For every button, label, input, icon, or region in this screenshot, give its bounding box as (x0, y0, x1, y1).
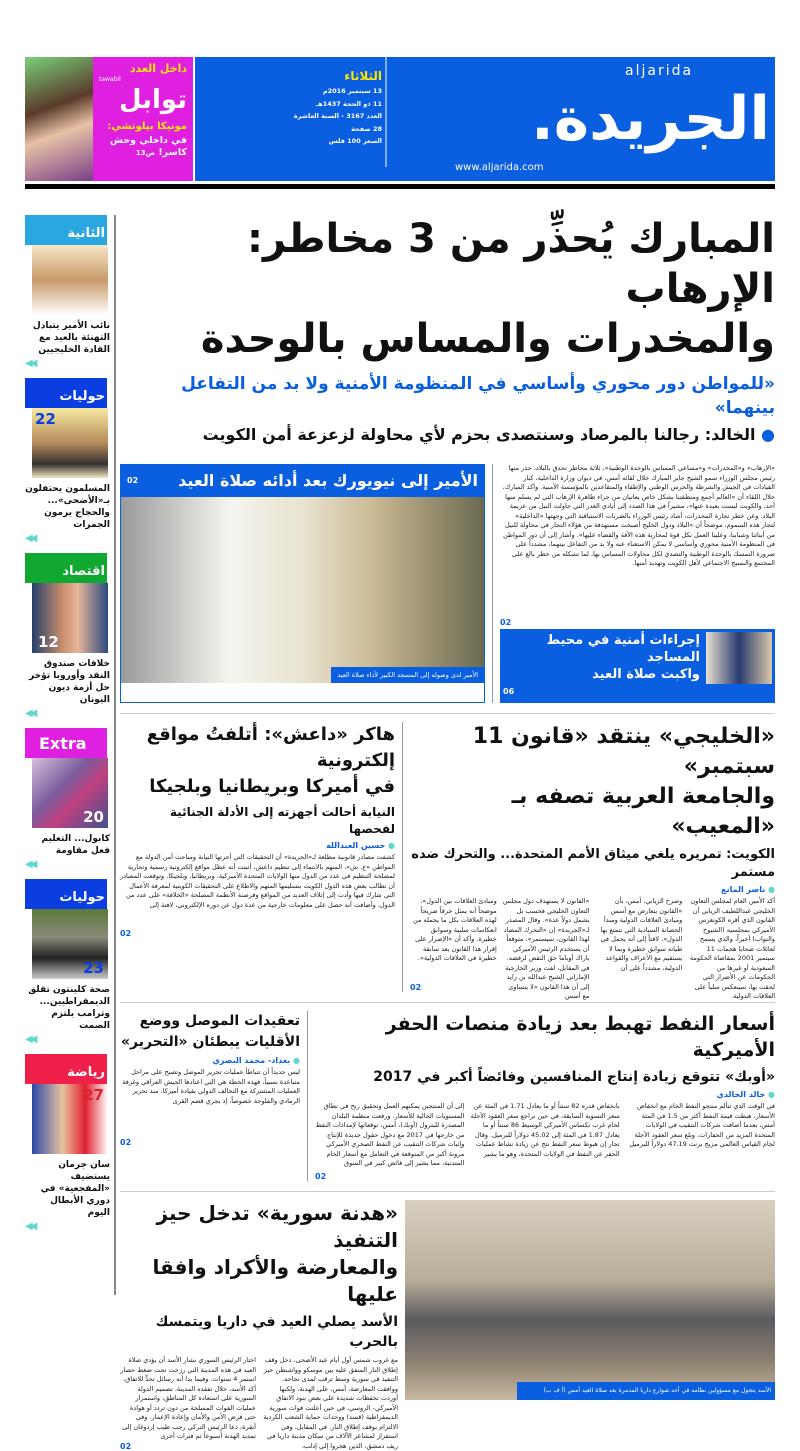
column-divider (492, 464, 493, 703)
promo-inside: داخل العدد (129, 62, 187, 75)
sidebar-caption[interactable]: سان جرمان يستضيف «المفجعية» في دوري الأبطال اليوم (40, 1160, 110, 1218)
lead-headline[interactable] (120, 214, 775, 364)
lead-headline-line2: والمخدرات والمساس بالوحدة (200, 316, 775, 362)
issue-day: الثلاثاء (344, 69, 382, 83)
sidebar-divider (114, 215, 116, 1295)
promo-name: مونيكا بيلوتشي: (107, 121, 187, 132)
sidebar-caption[interactable]: نائب الأمير يتبادل التهنئة بالعيد مع القادة الخليجيين (32, 321, 110, 355)
more-arrows-icon[interactable]: ◀◀ (25, 859, 35, 870)
page-ref: 02 (127, 476, 139, 485)
oil-col-3: إلى أن المنتجين يمكنهم العمل وتحقيق ربح في نطاق المستويات الحالية للأسعار. ورفعت منظمة البلدان المصدرة للبترول (أوبك)، أمس، توقعاتها لإمدادات النفط من خارجها في 2017 مع دخول حقول جديدة للإنتاج وإثبات شركات التنقيب عن النفط الصخري الأميركي مرونة أكبر من المتوقعة في التعامل مع أسعار الخام المتدنية، مما يشير إلى فائض كبير في السوق (315, 1102, 465, 1167)
lead-headline-line1: المبارك يُحذِّر من 3 مخاطر: الإرهاب (246, 216, 775, 312)
sidebar-section-header[interactable]: اقتصاد (25, 553, 107, 583)
syria-subhead: الأسد يصلي العيد في داريا ويتمسك بالحرب (155, 1314, 398, 1350)
lead-body: «الإرهاب» و«المخدرات» و«مساعي المساس بالوحدة الوطنية»، ثلاثة مخاطر تحدق بالبلاد، حذر منها رئيس مجلس الوزراء سمو الشيخ جابر المبارك خلال لقائه أمس، في ديوان وزارة الداخلية، كبار القيادات في الجيش والشرطة والحرس الوطني والإطفاء والمتقاعدين بالمؤسسة الأمنية. وأكد المبارك، خلال اللقاء أن «العالم أجمع ومنطقتنا بشكل خاص يعانيان من جراء ظاهرة الإرهاب التي لم يسلم منها أحد، والكويت ليست بعيدة عنها»، مشيراً في هذا الصدد إلى أيادي الغدر التي حاولت النيل من عزيمة البلاد. وعن خطر تجارة المخدرات، أشاد رئيس الوزراء بالضربات الاستباقية التي وجهتها «الداخلية» لتجار هذه السموم، موضحاً أن «البلاد ودول الخليج أصبحت مستهدفة من هؤلاء التجار في محاولة للنيل من أبنائنا وشبابنا، وعلينا العمل بكل قوة لمحاربة هذه الآفة والقضاء عليها». وأشار إلى أن دور المواطن في المنظومة الأمنية محوري وأساسي لا يمكن الاستغناء عنه ولا بد من التفاعل بينهما، مشدداً على ضرورة التمسك بالوحدة الوطنية والتصدي لكل محاولات المساس بها، لما تشكله من خطر بالغ على المجتمع والنسيج الاجتماعي لأهل الكويت وتهديد أمنها. (502, 464, 775, 567)
page-ref[interactable]: 02 (120, 1138, 132, 1147)
sidebar-photo (32, 245, 108, 315)
gulf-col-3: «القانون لا يستهدف دول مجلس التعاون الخليجي فحسب بل يشمل دولاً عدة». وقال المصدر لـ«الجريدة» إن «التحرك المضاد لهذا القانون، سيستمر»، متوقعاً أن يستخدم الرئيس الأميركي باراك أوباما حق النقض لرفضه. في المقابل، لفت وزير الخارجية الإماراتي الشيخ عبدالله بن زايد إلى أن هذا القانون «لا يتساوى مع أسس (502, 897, 590, 1000)
more-arrows-icon[interactable]: ◀◀ (25, 533, 35, 544)
mosul-body: ليس جديداً أن تتباطأ عمليات تحرير الموصل وتصبح على مراحل متباعدة نسبياً، فهذه الخطة هي التي اعتادها الجيش العراقي وغرفة العمليات المشتركة مع التحالف الدولي بقيادة أميركا، منذ تحرير الرمادي والفلوجة خصوصاً، إذ يجري قضم القرى (122, 1068, 300, 1105)
logo-en: aljarida (625, 63, 694, 79)
main-column (120, 194, 775, 1451)
gulf-col-1: أكد الأمين العام لمجلس التعاون الخليجي عبداللطيف الزياني أن القانون الذي أقره الكونغرس الأميركي بمجلسيه (الشيوخ والنواب) أخيراً، والذي يسمح لعائلات ضحايا هجمات 11 سبتمبر 2001 بمقاضاة الحكومة السعودية أو غيرها من الحكومات عن الأضرار التي لحقت بها، سينعكس سلباً على العلاقات الدولية. (689, 897, 775, 1000)
page-number: 12 (38, 633, 59, 651)
photo-caption: الأسد يتجول مع مسؤولين نظامه في أحد شوارع داريا المدمرة بعد صلاة العيد أمس (أ ف ب) (517, 1382, 775, 1400)
logo[interactable]: الجريدة. (530, 84, 770, 154)
byline: ● حسين العبدالله (120, 841, 395, 850)
lead-bullet-text: الخالد: رجالنا بالمرصاد وسنتصدى بحزم لأي محاولة لزعزعة أمن الكويت (202, 425, 756, 444)
page-number: 23 (83, 959, 104, 977)
lead-quote: «للمواطن دور محوري وأساسي في المنظومة الأمنية ولا بد من التفاعل بينهما» (181, 374, 775, 418)
issue-number: العدد 3167 - السنة العاشرة (293, 112, 382, 120)
byline: ● ناصر المانع (410, 885, 775, 894)
gulf-headline[interactable] (410, 722, 775, 842)
mosque-title-line2: واكبت صلاة العيد (592, 667, 700, 682)
column-divider (402, 722, 403, 992)
masthead-divider (385, 57, 387, 167)
syria-headline[interactable] (120, 1200, 398, 1308)
masthead (195, 57, 775, 181)
sidebar-caption[interactable]: كابول... التعليم فعل مقاومة (41, 834, 110, 856)
more-arrows-icon[interactable]: ◀◀ (25, 708, 35, 719)
hacker-subhead: النيابة أحالت أجهزته إلى الأدلة الجنائية لفحصها (169, 805, 395, 836)
mosul-headline-line2: الأقليات يبطئان «التحرير» (120, 1034, 300, 1050)
issue-pages: 28 صفحة (351, 124, 382, 133)
issue-date-hijri: 11 ذو الحجة 1437هـ (315, 99, 382, 108)
mosul-headline[interactable] (120, 1011, 300, 1053)
sidebar-section-header[interactable]: الثانية (25, 215, 107, 245)
sidebar (25, 215, 110, 1241)
sidebar-caption[interactable]: المسلمون يحتفلون بـ«الأضحى»... والحجاج يرمون الجمرات (25, 484, 110, 530)
gulf-subhead: الكويت: تمريره يلغي ميثاق الأمم المتحدة... والتحرك ضده مستمر (411, 847, 775, 880)
syria-col-1: مع غروب شمس أول أيام عيد الأضحى، دخل وقف إطلاق النار المتفق عليه بين موسكو وواشنطن حيز التنفيذ في سورية وسط ترقب لمدى نجاحه. ووافقت المعارضة، أمس، على الهدنة، ولكنها أوردت تحفظات شديدة على بعض بنود الاتفاق الأميركي- الروسي، في حين أعلنت قوات سورية الديمقراطية (قسد) ووحدات حماية الشعب الكردية الالتزام بوقف إطلاق النار. في المقابل، وفي استفزاز لمشاعر الآلاف من سكان مدينة داريا في ريف دمشق، الذين هجروا إلى إدلب، (263, 1356, 398, 1450)
page-ref[interactable]: 02 (315, 1172, 327, 1181)
syria-headline-line2: والمعارضة والأكراد وافقا عليها (152, 1255, 398, 1306)
site-url[interactable]: www.aljarida.com (455, 162, 544, 173)
page-number: 27 (83, 1086, 104, 1104)
promo-supplement-en: tawabil (99, 76, 121, 83)
sidebar-caption[interactable]: صحة كلينتون تقلق الديمقراطيين... وترامب يلتزم الصمت (28, 985, 110, 1031)
mosque-box[interactable] (500, 629, 775, 703)
issue-price: السعر 100 فلس (328, 137, 382, 145)
mosque-photo (706, 632, 772, 684)
promo-quote: في داخلي وحش كاسر! (109, 135, 187, 158)
more-arrows-icon[interactable]: ◀◀ (25, 1034, 35, 1045)
syria-headline-line1: «هدنة سورية» تدخل حيز التنفيذ (156, 1201, 398, 1252)
gulf-headline-line2: والجامعة العربية تصفه بـ «المعيب» (511, 784, 775, 839)
sidebar-caption[interactable]: خلافات صندوق النقد وأوروبا تؤخر حل أزمة ديون اليونان (29, 659, 110, 705)
hacker-body: كشفت مصادر قانونية مطلعة لـ«الجريدة» أن التحقيقات التي أجرتها النيابة ومباحث أمن الدولة مع المواطن «ع. ش»، المتهم بالانتماء إلى تنظيم داعش، أثبتت أنه عطل مواقع إلكترونية رسمية وتجارية لمصلحة التنظيم في عدد من الدول منها الولايات المتحدة الأميركية، وبريطانيا، وبلجيكا. وتوقعت المصادر أن تطالب بعض هذه الدول الكويت بتسليمها المتهم والاطلاع على التحقيقات الكويتية لمعرفة الأعمال التي شارك فيها وأدت إلى إتلاف العديد من المواقع وقرصنة الأنظمة المصلحة «الخلافة» على عدد من الدول، وأضافت أنه حصل على معلومات خارجية من عدة دول عن دوره الإلكتروني، لافتة إلى (120, 853, 395, 909)
byline: ● بغداد- محمد البصري (120, 1056, 300, 1065)
sidebar-photo (32, 758, 108, 828)
sidebar-section-header[interactable]: حوليات (25, 378, 107, 408)
sidebar-section-header[interactable]: Extra (25, 728, 107, 758)
byline: ● خالد الخالدي (315, 1090, 775, 1099)
oil-subhead: «أوبك» تتوقع زيادة إنتاج المنافسين وفائضاً أكبر في 2017 (373, 1069, 775, 1085)
gulf-headline-line1: «الخليجي» ينتقد «قانون 11 سبتمبر» (472, 724, 775, 779)
syria-col-2: اختار الرئيس السوري بشار الأسد أن يؤدي صلاة العيد في هذه المدينة التي رزحت تحت ضغط حصار استمر 4 سنوات. وفيما بدا أنه رسائل تحدٍّ للاتفاق، أكد الأسد، خلال تفقده المدينة، تصميم الدولة السورية على استعادة كل المناطق، واستمرار عمليات القوات المسلحة من دون تردد أو هوادة حتى فرض الأمن والأمان وإعادة الإعمار. وفي أنقرة، دعا الرئيس التركي رجب طيب إردوغان إلى تمديد الهدنة أسبوعاً ثم فترات أخرى (120, 1356, 256, 1440)
gulf-col-4: ومبادئ العلاقات بين الدول»، موضحاً أنه يمثل خرقاً صريحاً لهذه العلاقات بكل ما يحمله من انعكاسات سلبية وسوابق خطيرة. وأكد أن «الإصرار على إقرار هذا القانون يعد سابقة خطيرة في العلاقات الدولية». (413, 897, 497, 962)
sidebar-photo (32, 583, 108, 653)
hacker-headline[interactable] (120, 722, 395, 800)
hacker-headline-line1: هاكر «داعش»: أتلفتُ مواقع إلكترونية (146, 724, 395, 771)
promo-photo (25, 57, 93, 181)
bullet-icon: ● (761, 425, 775, 444)
mosque-title-line1: إجراءات أمنية في محيط المساجد (546, 633, 700, 665)
photo-story[interactable] (120, 464, 485, 703)
page-ref[interactable]: 02 (120, 929, 132, 938)
page-ref: 06 (503, 687, 515, 696)
page-number: 20 (83, 808, 104, 826)
sidebar-section-header[interactable]: رياضة (25, 1054, 107, 1084)
sidebar-photo (32, 1084, 108, 1154)
promo-supplement: توابل (119, 85, 187, 115)
photo-caption: الأمير لدى وصوله إلى المسجد الكبير لأداء صلاة العيد (331, 667, 484, 683)
more-arrows-icon[interactable]: ◀◀ (25, 358, 35, 369)
promo-page: ص13 (135, 149, 155, 157)
photo-story-title: الأمير إلى نيويورك بعد أدائه صلاة العيد (178, 471, 478, 490)
syria-photo (405, 1200, 775, 1400)
mosul-headline-line1: تعقيدات الموصل ووضع (139, 1013, 300, 1029)
page-number: 22 (35, 410, 56, 428)
masthead-rule (25, 184, 775, 189)
oil-col-1: في الوقت الذي تتألم منتجو النفط الخام مع انخفاض الأسعار، هبطت قيمة النفط أكثر من 1.5 في المئة أمس، بعدما أضافت شركات التنقيب في الولايات المتحدة المزيد من الحفارات. وبلغ سعر العقود الآجلة لخام القياس العالمي مزيج برنت 47.19 دولاراً للبرميل (629, 1102, 775, 1148)
sidebar-photo (32, 909, 108, 979)
page-ref[interactable]: 02 (410, 983, 422, 992)
page-ref[interactable]: 02 (120, 1442, 132, 1451)
hacker-headline-line2: في أميركا وبريطانيا وبلجيكا (149, 776, 395, 797)
column-divider (307, 1011, 308, 1181)
sidebar-photo (32, 408, 108, 478)
gulf-col-2: وصرح الزياني، أمس، بأن «القانون يتعارض مع أسس ومبادئ العلاقات الدولية ومبدأ الحصانة السيادية التي تتمتع بها الدول»، لافتاً إلى أنه يحمل في طياته سوابق خطيرة وبما لا يستقيم مع الأعراف والقواعد الدولية، مشدداً على أن (600, 897, 683, 972)
sidebar-section-header[interactable]: حوليات (25, 879, 107, 909)
issue-date-gregorian: 13 سبتمبر 2016م (322, 87, 382, 95)
lead-bullet (120, 424, 775, 446)
more-arrows-icon[interactable]: ◀◀ (25, 1221, 35, 1232)
page-ref[interactable]: 02 (500, 618, 512, 627)
promo-box[interactable] (93, 57, 193, 181)
oil-headline[interactable]: أسعار النفط تهبط بعد زيادة منصات الحفر الأميركية (385, 1013, 775, 1061)
oil-col-2: بانخفاض قدره 82 سنتاً أو ما يعادل 1.71 في المئة عن سعر التسوية السابقة، في حين تراجع سعر العقود الآجلة لخام غرب تكساس الأميركي الوسيط 86 سنتاً أو ما يعادل 1.87 في المئة إلى 45.02 دولاراً للبرميل. وقال تجار إن هبوط سعر النفط نتج عن زيادة نشاط عمليات الحفر عن النفط في الولايات المتحدة، وهو ما يشير (470, 1102, 620, 1158)
photo-story-image (121, 497, 484, 683)
